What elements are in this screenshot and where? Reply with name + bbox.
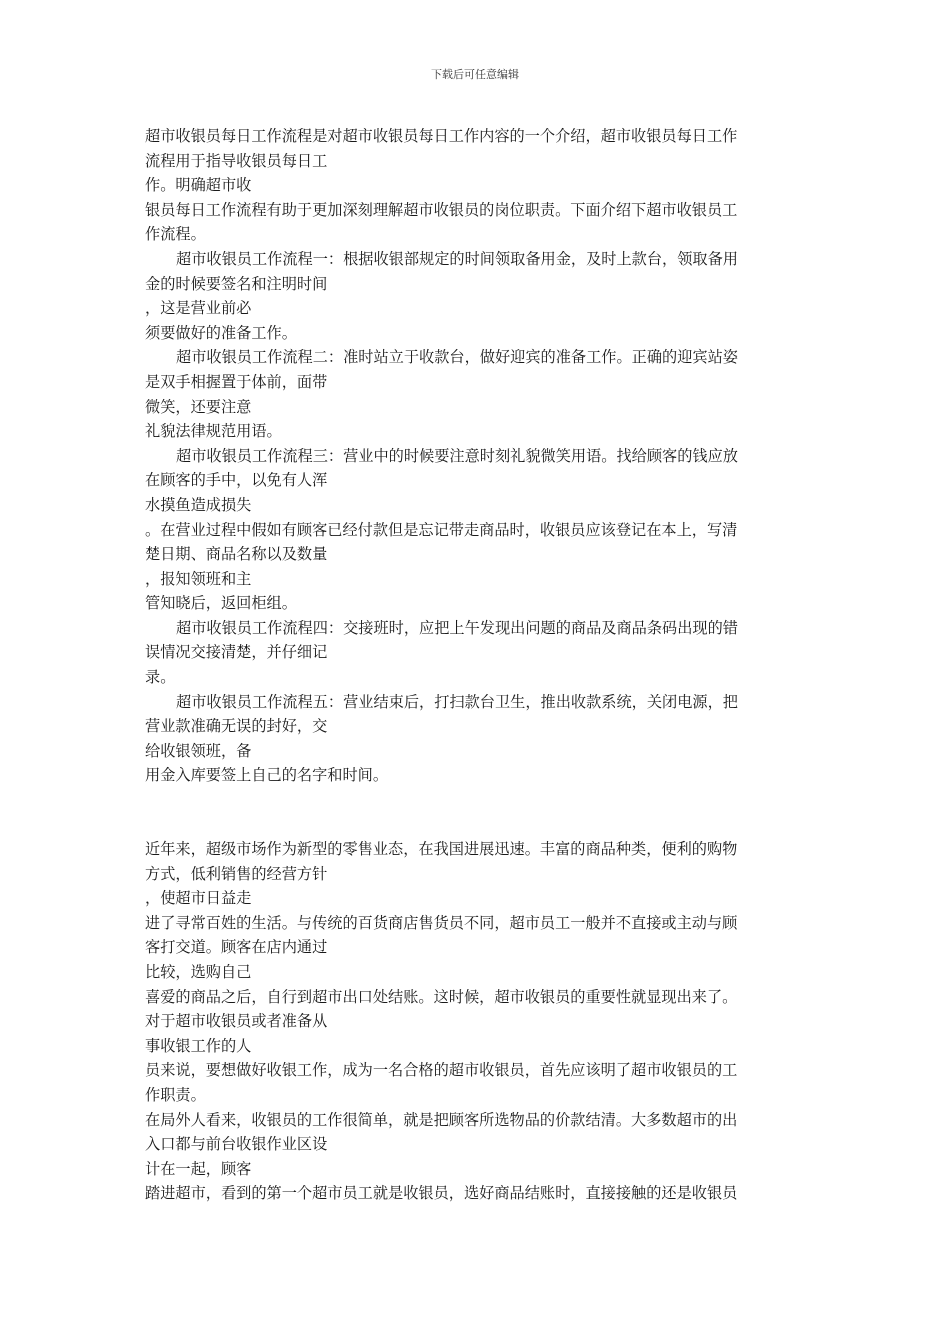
text-line: 员来说，要想做好收银工作，成为一名合格的超市收银员，首先应该明了超市收银员的工 xyxy=(145,1061,738,1080)
text-line: 进了寻常百姓的生活。与传统的百货商店售货员不同，超市员工一般并不直接或主动与顾 xyxy=(145,913,738,932)
page-header: 下载后可任意编辑 xyxy=(431,68,519,81)
text-line: 礼貌法律规范用语。 xyxy=(145,422,282,441)
text-line: 银员每日工作流程有助于更加深刻理解超市收银员的岗位职责。下面介绍下超市收银员工 xyxy=(145,200,738,219)
text-line: 楚日期、商品名称以及数量 xyxy=(145,545,328,564)
text-line: 比较，选购自己 xyxy=(145,963,252,981)
text-line: ，这是营业前必 xyxy=(145,299,252,318)
text-line: 超市收银员工作流程二：准时站立于收款台，做好迎宾的准备工作。正确的迎宾站姿 xyxy=(176,348,738,367)
text-line: 给收银领班，备 xyxy=(145,741,252,760)
text-line: 在顾客的手中，以免有人浑 xyxy=(145,471,328,490)
text-line: 微笑，还要注意 xyxy=(145,397,252,416)
text-line: 近年来，超级市场作为新型的零售业态，在我国进展迅速。丰富的商品种类，便利的购物 xyxy=(145,840,738,859)
text-line: 喜爱的商品之后，自行到超市出口处结账。这时候，超市收银员的重要性就显现出来了。 xyxy=(145,987,738,1006)
text-line: 入口都与前台收银作业区设 xyxy=(145,1135,328,1154)
text-line: 超市收银员工作流程四：交接班时，应把上午发现出问题的商品及商品条码出现的错 xyxy=(176,618,738,637)
text-line: 超市收银员工作流程三：营业中的时候要注意时刻礼貌微笑用语。找给顾客的钱应放 xyxy=(176,446,738,465)
text-line: 金的时候要签名和注明时间 xyxy=(145,274,328,293)
text-line: 超市收银员工作流程一：根据收银部规定的时间领取备用金，及时上款台，领取备用 xyxy=(176,249,738,268)
document-body xyxy=(145,124,807,1206)
text-line: 计在一起，顾客 xyxy=(145,1159,252,1178)
text-line: 营业款准确无误的封好，交 xyxy=(145,717,328,736)
text-line: 流程用于指导收银员每日工 xyxy=(145,151,328,170)
text-line: 水摸鱼造成损失 xyxy=(145,495,252,514)
text-line: 踏进超市，看到的第一个超市员工就是收银员，选好商品结账时，直接接触的还是收银员 xyxy=(145,1184,738,1203)
text-line: 误情况交接清楚，并仔细记 xyxy=(145,643,328,662)
text-line: 作职责。 xyxy=(145,1085,206,1104)
text-line: 超市收银员工作流程五：营业结束后，打扫款台卫生，推出收款系统，关闭电源，把 xyxy=(176,692,738,711)
text-line: 对于超市收银员或者准备从 xyxy=(145,1012,328,1031)
text-line: 作流程。 xyxy=(145,225,206,244)
text-line: 在局外人看来，收银员的工作很简单，就是把顾客所选物品的价款结清。大多数超市的出 xyxy=(145,1110,738,1129)
text-line: 。在营业过程中假如有顾客已经付款但是忘记带走商品时，收银员应该登记在本上，写清 xyxy=(145,520,738,539)
text-line: 须要做好的准备工作。 xyxy=(145,323,297,342)
text-line: 管知晓后，返回柜组。 xyxy=(145,594,297,613)
text-line: 客打交道。顾客在店内通过 xyxy=(145,938,328,957)
text-line: ，报知领班和主 xyxy=(145,569,252,588)
text-line: 事收银工作的人 xyxy=(145,1036,252,1055)
text-line: 录。 xyxy=(145,668,176,687)
text-line: 作。明确超市收 xyxy=(145,176,252,195)
section-gap xyxy=(145,788,807,837)
text-line: 方式，低利销售的经营方针 xyxy=(145,864,328,883)
text-line: 超市收银员每日工作流程是对超市收银员每日工作内容的一个介绍，超市收银员每日工作 xyxy=(145,127,738,145)
text-line: ，使超市日益走 xyxy=(145,889,252,908)
text-line: 是双手相握置于体前，面带 xyxy=(145,372,328,391)
text-line: 用金入库要签上自己的名字和时间。 xyxy=(145,766,388,785)
